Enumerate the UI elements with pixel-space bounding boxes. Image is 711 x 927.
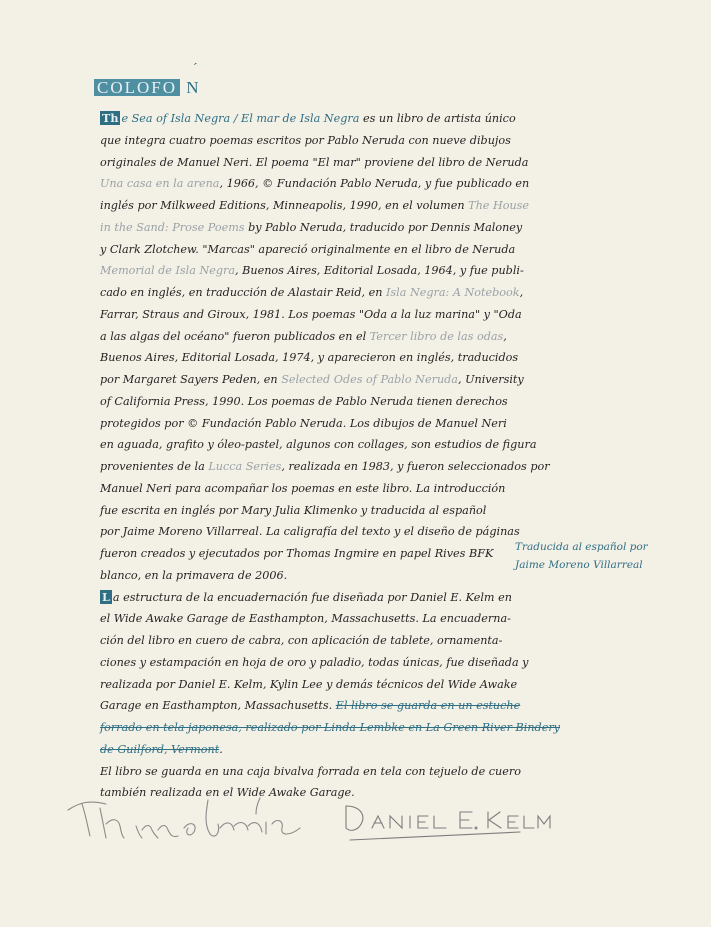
text-line: of California Press, 1990. Los poemas de Pablo Neruda tienen derechos [100,394,508,408]
struck-text-line: forrado en tela japonesa, realizado por Linda Lembke en La Green River Bindery [100,721,560,734]
text-line: Farrar, Straus and Giroux, 1981. Los poemas "Oda a la luz marina" y "Oda [100,307,522,321]
title-reference: Tercer libro de las odas [369,329,504,343]
signature-daniel-e-kelm [346,806,550,840]
text-line: Buenos Aires, Editorial Losada, 1974, y aparecieron en inglés, traducidos [100,351,519,365]
title-reference: Lucca Series [208,460,282,473]
drop-cap: Th [102,111,119,125]
text-line: fueron creados y ejecutados por Thomas Ingmire en papel Rives BFK [100,547,494,560]
colophon-heading [94,64,201,98]
text-line: L a estructura de la encuadernación fue diseñada por Daniel E. Kelm en [102,589,512,604]
text-line: Manuel Neri para acompañar los poemas en este libro. La introducción [100,481,506,495]
struck-text: de Guilford, Vermont [100,742,220,756]
text-line: Una casa en la arena, 1966, © Fundación Pablo Neruda, y fue publicado en [100,177,530,191]
struck-text: El libro se guarda en un estuche [335,699,521,713]
margin-note [515,538,695,574]
text-line: en aguada, grafito y óleo-pastel, algunos con collages, son estudios de figura [100,438,537,452]
heading-accent: ́ [197,64,199,79]
text-line: que integra cuatro poemas escritos por Pablo Neruda con nueve dibujos [100,133,511,147]
text-line: de Guilford, Vermont. [100,742,223,756]
text-line: ción del libro en cuero de cabra, con aplicación de tablete, ornamenta- [100,634,503,647]
signature-thomas-ingmire [68,798,300,838]
title-reference: Memorial de Isla Negra [100,264,236,278]
colophon-body [100,108,560,804]
drop-cap: L [102,589,110,604]
text-line: El libro se guarda en una caja bivalva forrada en tela con tejuelo de cuero [100,764,521,778]
margin-note-line: Traducida al español por [515,541,648,553]
text-line: Garage en Easthampton, Massachusetts. El libro se guarda en un estuche [100,699,521,713]
signatures [60,788,560,868]
text-line: Memorial de Isla Negra, Buenos Aires, Editorial Losada, 1964, y fue publi- [100,264,524,278]
title-reference: Selected Odes of Pablo Neruda [281,373,458,386]
title-reference: in the Sand: Prose Poems [100,220,245,234]
text-line: inglés por Milkweed Editions, Minneapolis, 1990, en el volumen The House [100,199,530,212]
text-line: por Jaime Moreno Villarreal. La caligrafía del texto y el diseño de páginas [100,525,520,539]
signature-drawing [60,788,560,868]
title-reference: The House [468,199,530,212]
text-line: realizada por Daniel E. Kelm, Kylin Lee y demás técnicos del Wide Awake [100,677,518,691]
heading-boxed-letters: COLOFO [94,79,180,96]
text-line: provenientes de la Lucca Series, realizada en 1983, y fueron seleccionados por [100,460,550,473]
text-line: Th e Sea of Isla Negra / El mar de Isla Negra es un libro de artista único [102,111,516,125]
text-line: originales de Manuel Neri. El poema "El mar" proviene del libro de Neruda [100,155,529,169]
text-line: blanco, en la primavera de 2006. [100,568,288,582]
text-line: también realizada en el Wide Awake Garage. [100,786,355,800]
title-reference: Una casa en la arena [100,177,220,191]
heading-final-letter: N [186,78,201,97]
text-line: a las algas del océano" fueron publicados en el Tercer libro de las odas, [100,329,507,343]
text-line: cado en inglés, en traducción de Alastair Reid, en Isla Negra: A Notebook, [100,286,524,299]
margin-note-line: Jaime Moreno Villarreal [515,559,643,571]
text-line: por Margaret Sayers Peden, en Selected Odes of Pablo Neruda, University [100,373,524,386]
text-line: el Wide Awake Garage de Easthampton, Massachusetts. La encuaderna- [100,612,511,626]
title-reference: Isla Negra: A Notebook [385,286,520,299]
text-line: ciones y estampación en hoja de oro y paladio, todas únicas, fue diseñada y [100,655,529,669]
text-line: y Clark Zlotchew. "Marcas" apareció originalmente en el libro de Neruda [100,242,516,256]
text-line: protegidos por © Fundación Pablo Neruda. Los dibujos de Manuel Neri [100,416,507,430]
title-reference: e Sea of Isla Negra / El mar de Isla Negra [121,112,360,125]
text-line: fue escrita en inglés por Mary Julia Klimenko y traducida al español [100,503,487,517]
text-line: in the Sand: Prose Poems by Pablo Neruda, traducido por Dennis Maloney [100,220,523,234]
